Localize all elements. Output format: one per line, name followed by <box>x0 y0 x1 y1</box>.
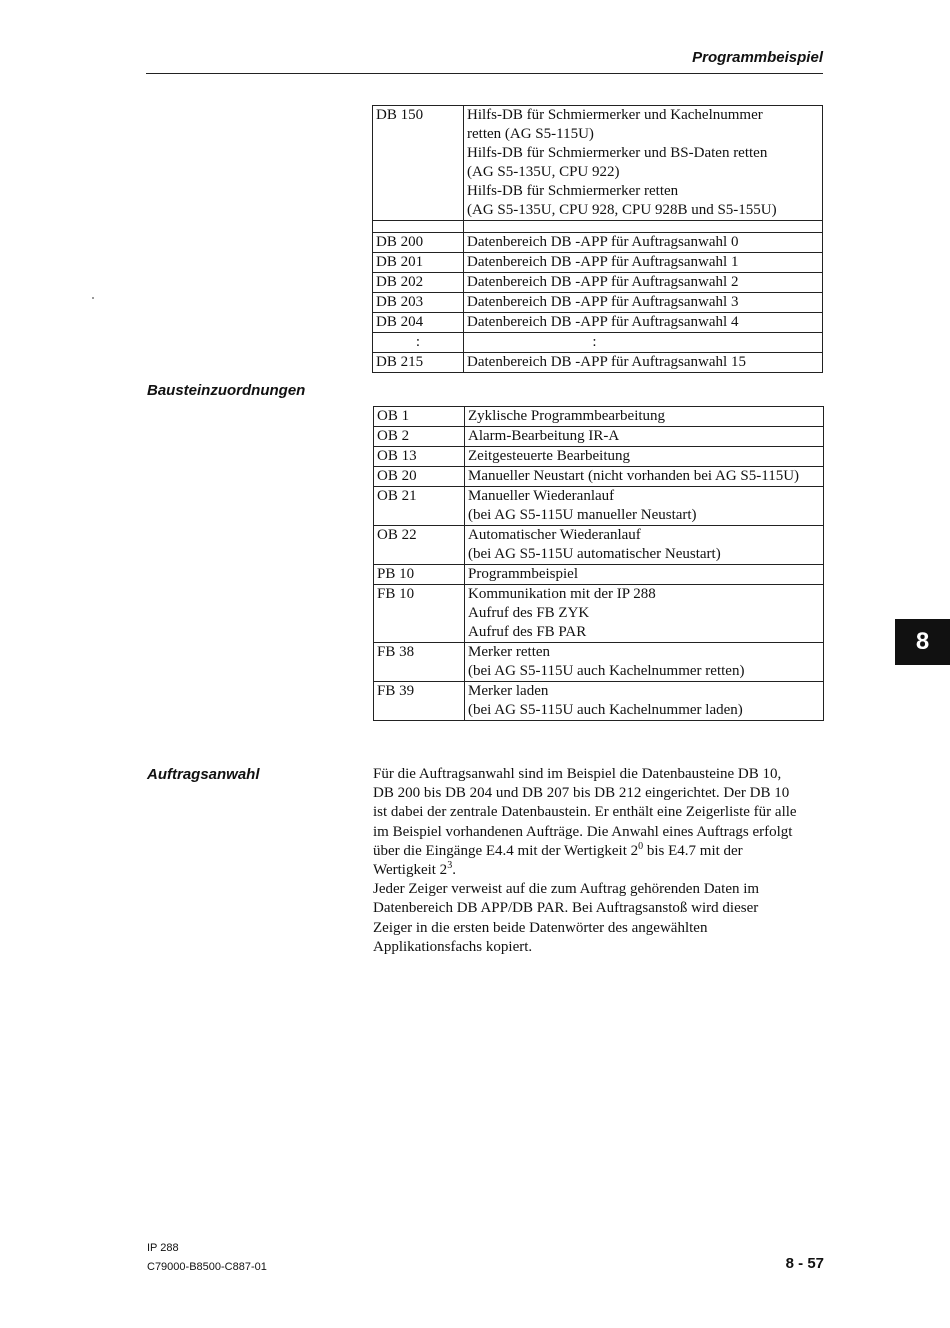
block-name-cell: DB 203 <box>373 293 464 313</box>
body-text <box>373 765 833 957</box>
block-description-cell: Manueller Wiederanlauf (bei AG S5-115U manueller Neustart) <box>465 487 824 526</box>
block-name-cell: PB 10 <box>374 565 465 585</box>
table-row <box>374 526 824 565</box>
data-block-table <box>372 105 823 373</box>
chapter-tab-marker: 8 <box>895 619 950 665</box>
block-name-cell: OB 13 <box>374 447 465 467</box>
table-row <box>373 313 823 333</box>
block-name-cell: FB 10 <box>374 585 465 643</box>
block-name-cell: DB 200 <box>373 233 464 253</box>
paragraph: Für die Auftragsanwahl sind im Beispiel die Datenbausteine DB 10, DB 200 bis DB 204 und DB 207 bis DB 212 eingerichtet. Der DB 10 ist dabei der zentrale Datenbaustein. Er enthält eine Zeigerliste für alle im Beispiel vorhandenen Aufträge. Die Anwahl eines Auftrags erfolgt über die Eingänge E4.4 mit der Wertigkeit $2^0$ bis E4.7 mit der Wertigkeit $2^3$. <box>373 766 797 879</box>
block-name-cell: DB 215 <box>373 353 464 373</box>
section-heading-bausteinzuordnungen: Bausteinzuordnungen <box>147 382 306 399</box>
table-row <box>374 565 824 585</box>
block-description-cell: Merker laden (bei AG S5-115U auch Kachelnummer laden) <box>465 682 824 721</box>
table-spacer-row <box>373 221 823 233</box>
block-description-cell: Automatischer Wiederanlauf (bei AG S5-115U automatischer Neustart) <box>465 526 824 565</box>
block-description-cell: Datenbereich DB -APP für Auftragsanwahl 4 <box>464 313 823 333</box>
table-row <box>374 585 824 643</box>
block-name-cell: OB 20 <box>374 467 465 487</box>
block-name-cell: OB 2 <box>374 427 465 447</box>
block-name-cell: DB 202 <box>373 273 464 293</box>
block-name-cell: OB 1 <box>374 407 465 427</box>
block-description-cell: Datenbereich DB -APP für Auftragsanwahl 2 <box>464 273 823 293</box>
block-description-cell: Merker retten (bei AG S5-115U auch Kachelnummer retten) <box>465 643 824 682</box>
block-description-cell: Zyklische Programmbearbeitung <box>465 407 824 427</box>
block-description-cell: Programmbeispiel <box>465 565 824 585</box>
table-row <box>374 487 824 526</box>
table-ellipsis-row <box>373 333 823 353</box>
block-description-cell: Datenbereich DB -APP für Auftragsanwahl 3 <box>464 293 823 313</box>
block-description-cell: Zeitgesteuerte Bearbeitung <box>465 447 824 467</box>
paragraph: Jeder Zeiger verweist auf die zum Auftrag gehörenden Daten im Datenbereich DB APP/DB PAR. Bei Auftragsanstoß wird dieser Zeiger in die ersten beide Datenwörter des angewählten Applikationsfachs kopiert. <box>373 881 760 955</box>
footer-identification <box>147 1239 267 1277</box>
table-row <box>373 353 823 373</box>
block-name-cell: FB 39 <box>374 682 465 721</box>
section-heading-auftragsanwahl: Auftragsanwahl <box>147 766 260 783</box>
table-row <box>373 233 823 253</box>
table-row <box>374 447 824 467</box>
block-name-cell: DB 201 <box>373 253 464 273</box>
ellipsis-mark: : <box>464 333 823 353</box>
table-row <box>374 407 824 427</box>
block-name-cell: OB 22 <box>374 526 465 565</box>
table-row <box>374 427 824 447</box>
block-description-cell: Kommunikation mit der IP 288 Aufruf des FB ZYK Aufruf des FB PAR <box>465 585 824 643</box>
table-row <box>374 682 824 721</box>
table-row <box>374 467 824 487</box>
block-name-cell: DB 204 <box>373 313 464 333</box>
table-row <box>374 643 824 682</box>
block-name-cell: FB 38 <box>374 643 465 682</box>
block-name-cell: OB 21 <box>374 487 465 526</box>
scan-speck <box>92 297 94 299</box>
page-number: 8 - 57 <box>785 1255 824 1272</box>
block-assignment-table <box>373 406 824 721</box>
block-description-cell: Datenbereich DB -APP für Auftragsanwahl 1 <box>464 253 823 273</box>
block-description-cell: Datenbereich DB -APP für Auftragsanwahl 15 <box>464 353 823 373</box>
table-row <box>373 253 823 273</box>
header-rule <box>146 73 823 74</box>
ellipsis-mark: : <box>373 333 464 353</box>
running-header-title: Programmbeispiel <box>692 49 823 66</box>
block-description-cell: Hilfs-DB für Schmiermerker und Kachelnummer retten (AG S5-115U) Hilfs-DB für Schmiermerker und BS-Daten retten (AG S5-135U, CPU 922) Hilfs-DB für Schmiermerker retten (AG S5-135U, CPU 928, CPU 928B und S5-155U) <box>464 106 823 221</box>
table-row <box>373 273 823 293</box>
block-name-cell: DB 150 <box>373 106 464 221</box>
table-row <box>373 106 823 221</box>
footer-product: IP 288 <box>147 1242 179 1254</box>
table-row <box>373 293 823 313</box>
block-description-cell: Manueller Neustart (nicht vorhanden bei AG S5-115U) <box>465 467 824 487</box>
block-description-cell: Datenbereich DB -APP für Auftragsanwahl 0 <box>464 233 823 253</box>
footer-order-number: C79000-B8500-C887-01 <box>147 1261 267 1273</box>
block-description-cell: Alarm-Bearbeitung IR-A <box>465 427 824 447</box>
